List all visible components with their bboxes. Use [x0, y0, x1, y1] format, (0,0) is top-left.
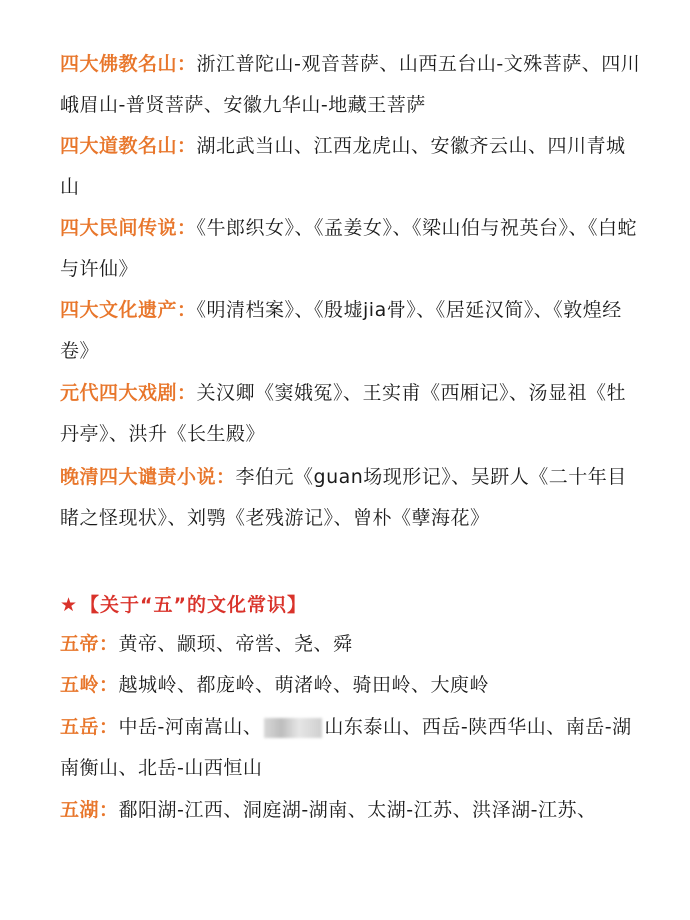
- entry-label: 四大文化遗产：: [60, 299, 197, 321]
- entry-five-lakes: [60, 790, 645, 831]
- entry-text-before: 中岳-河南嵩山、: [118, 716, 263, 738]
- entry-label: 四大道教名山：: [60, 135, 197, 157]
- entry-folk-legends: [60, 208, 645, 290]
- entry-text: 《明清档案》、《殷墟jia骨》、《居延汉简》、《敦煌经卷》: [60, 299, 622, 362]
- entry-cultural-heritage: [60, 290, 645, 372]
- entry-text: 越城岭、都庞岭、萌渚岭、骑田岭、大庾岭: [118, 674, 490, 696]
- entry-label: 元代四大戏剧：: [60, 382, 197, 404]
- entry-label: 四大民间传说：: [60, 217, 197, 239]
- entry-text: 鄱阳湖-江西、洞庭湖-湖南、太湖-江苏、洪泽湖-江苏、: [118, 799, 597, 821]
- section-heading-five: [60, 588, 307, 622]
- entry-label: 五岳：: [60, 716, 119, 738]
- entry-taoist-mountains: [60, 126, 645, 208]
- entry-label: 五帝：: [60, 633, 119, 655]
- entry-buddhist-mountains: [60, 44, 645, 126]
- entry-five-mountains: [60, 707, 645, 789]
- entry-five-emperors: [60, 624, 645, 665]
- entry-late-qing-novels: [60, 457, 645, 539]
- section-heading-text: 【关于“五”的文化常识】: [80, 594, 308, 616]
- star-icon: ★: [60, 594, 79, 616]
- entry-text-after: 山东泰山、西岳-陕西华山、南岳-湖南衡山、北岳-山西恒山: [60, 716, 632, 779]
- entry-label: 四大佛教名山：: [60, 53, 197, 75]
- entry-text: 湖北武当山、江西龙虎山、安徽齐云山、四川青城山: [60, 135, 626, 198]
- entry-five-ridges: [60, 665, 645, 706]
- entry-text: 关汉卿《窦娥冤》、王实甫《西厢记》、汤显祖《牡丹亭》、洪升《长生殿》: [60, 382, 627, 445]
- entry-text: 李伯元《guan场现形记》、吴趼人《二十年目睹之怪现状》、刘鹗《老残游记》、曾朴《孽海花》: [60, 466, 627, 529]
- entry-label: 五岭：: [60, 674, 119, 696]
- entry-text: 浙江普陀山-观音菩萨、山西五台山-文殊菩萨、四川峨眉山-普贤菩萨、安徽九华山-地藏王菩萨: [60, 53, 641, 116]
- entry-text: 《牛郎织女》、《孟姜女》、《梁山伯与祝英台》、《白蛇与许仙》: [60, 217, 638, 280]
- entry-label: 晚清四大谴责小说：: [60, 466, 236, 488]
- entry-yuan-dramas: [60, 373, 645, 455]
- entry-label: 五湖：: [60, 799, 119, 821]
- blurred-redaction: [264, 718, 322, 738]
- entry-text: 黄帝、颛顼、帝喾、尧、舜: [118, 633, 353, 655]
